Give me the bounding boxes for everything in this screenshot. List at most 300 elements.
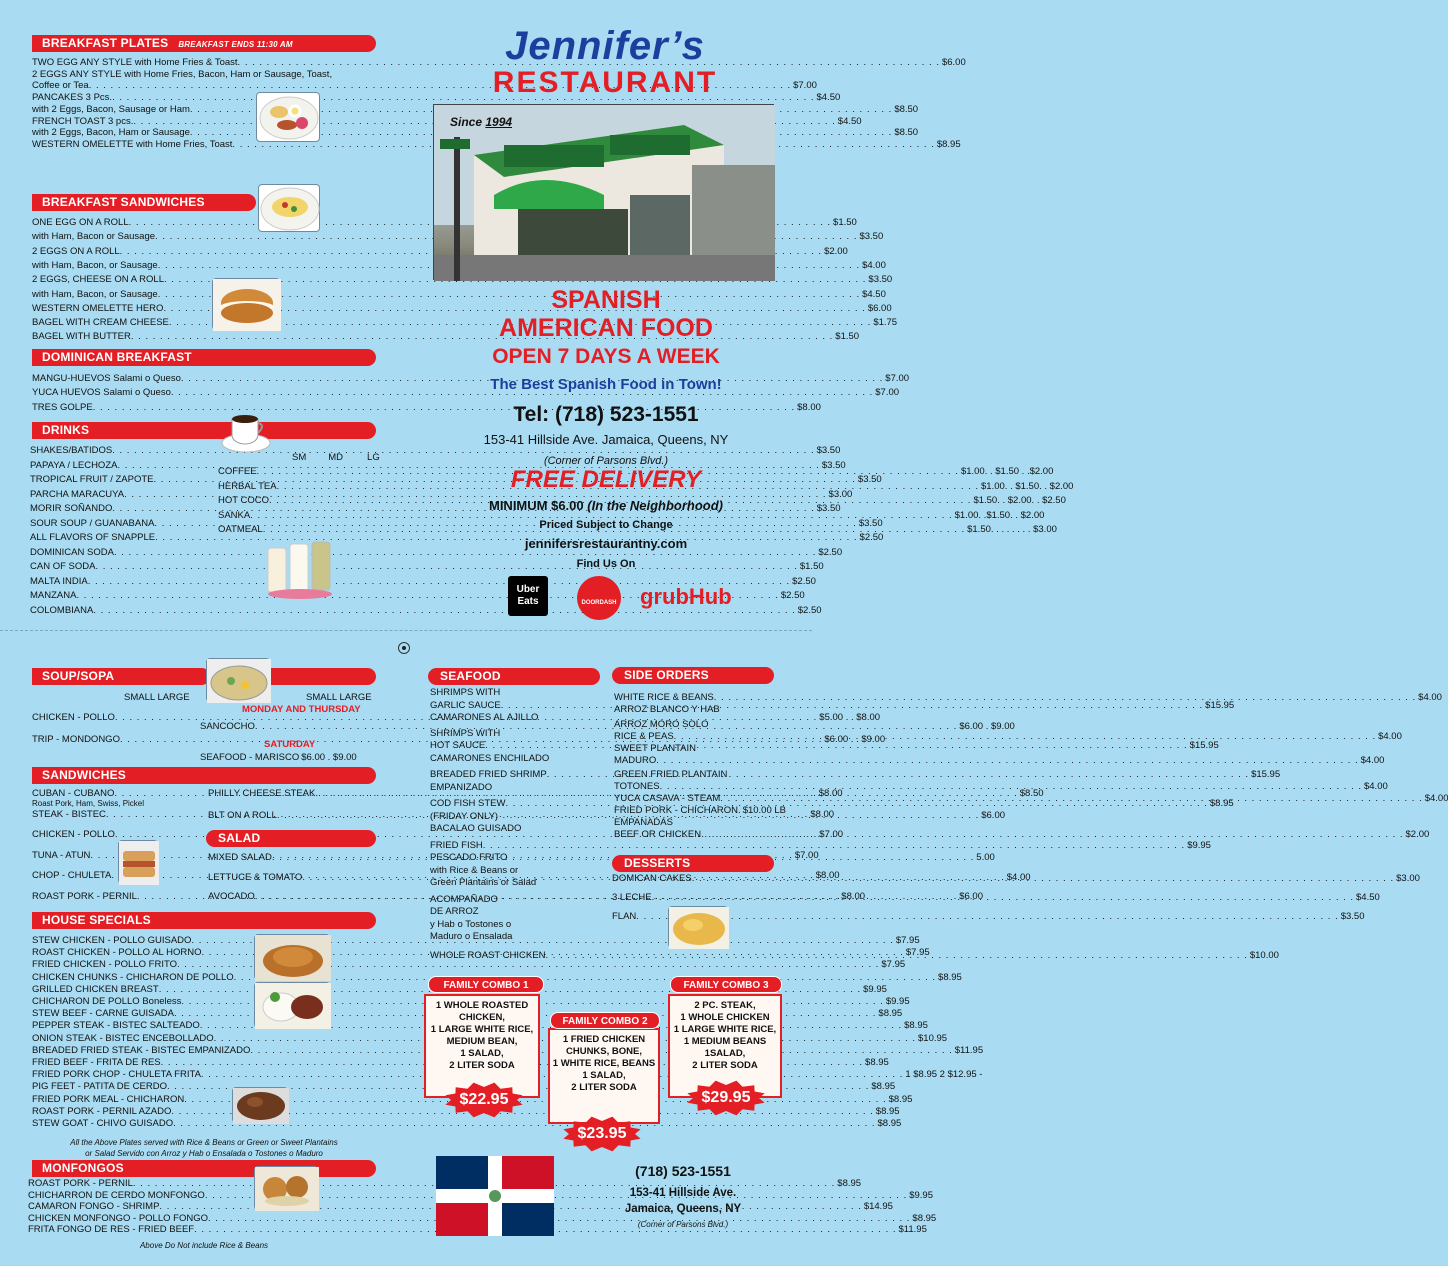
menu-item-row	[30, 532, 884, 543]
item-name: BEEF OR CHICKEN	[614, 828, 702, 840]
roast-chicken-photo	[254, 934, 330, 980]
spanish-heading: SPANISH	[551, 286, 661, 314]
item-price: $4.00	[1363, 781, 1388, 793]
item-name: DOMINICAN SODA	[30, 546, 114, 558]
menu-item-row	[32, 245, 848, 257]
item-price: 5.00	[976, 852, 995, 863]
item-name: ALL FLAVORS OF SNAPPLE	[30, 532, 156, 543]
item-name: TROPICAL FRUIT / ZAPOTE	[30, 474, 154, 485]
menu-item-row	[614, 719, 772, 730]
item-price: $2.50	[780, 590, 805, 601]
item-price: $7.00	[819, 829, 844, 840]
section-title: HOUSE SPECIALS	[42, 913, 151, 927]
family-combo-title: FAMILY COMBO 3	[670, 976, 782, 993]
item-name: BAGEL WITH CREAM CHEESE	[32, 317, 169, 329]
item-name: SOUR SOUP / GUANABANA	[30, 517, 155, 529]
item-price: $8.95	[871, 1081, 896, 1093]
item-price: $4.00	[1006, 871, 1031, 883]
grubhub-logo[interactable]	[640, 584, 732, 610]
ubereats-text: Uber Eats	[516, 584, 540, 607]
item-name: CHOP - CHULETA	[32, 870, 112, 881]
minimum-amount: MINIMUM $6.00	[488, 498, 584, 513]
menu-item-row	[218, 480, 1074, 492]
restaurant-subtitle: RESTAURANT	[492, 66, 718, 99]
item-name: OATMEAL	[218, 524, 263, 535]
ubereats-logo[interactable]	[508, 576, 548, 616]
menu-item-row	[32, 80, 817, 92]
item-name: CHICHARRON DE CERDO MONFONGO	[28, 1189, 205, 1201]
item-name: CHICKEN - POLLO	[32, 829, 115, 840]
item-price: $14.95	[863, 1201, 893, 1213]
section-title: SOUP/SOPA	[42, 669, 115, 683]
menu-item-row	[430, 906, 596, 917]
breakfast-note: BREAKFAST ENDS 11:30 AM	[178, 40, 293, 49]
item-name: BREADED FRIED STEAK - BISTEC EMPANIZADO	[32, 1044, 251, 1056]
item-price: $6.00	[959, 891, 983, 902]
item-name: MALTA INDIA	[30, 575, 88, 587]
soup-size-labels-right: SMALL LARGE	[306, 692, 372, 703]
combo-line: 1 WHOLE CHICKEN	[680, 1012, 770, 1023]
menu-item-row	[32, 274, 893, 286]
item-price: $1.50. . $2.00. . $2.50	[973, 495, 1066, 506]
item-name: BACALAO GUISADO	[430, 823, 522, 834]
item-price: $7.95	[895, 935, 920, 946]
item-price: $15.95	[1189, 740, 1219, 751]
item-name: SHRIMPS WITH	[430, 727, 501, 739]
menu-item-row	[30, 590, 805, 601]
soup-size-labels-left: SMALL LARGE	[124, 692, 190, 703]
item-name: FRIED PORK MEAL - CHICHARON	[32, 1093, 185, 1105]
item-name: with Ham, Bacon, or Sausage	[32, 288, 158, 300]
item-name: with Ham, Bacon, or Sausage	[32, 259, 158, 271]
item-name: WESTERN OMELETTE HERO	[32, 302, 164, 314]
item-price: $8.95	[1209, 798, 1234, 809]
menu-item-row	[614, 692, 1442, 703]
combo-line: MEDIUM BEAN,	[446, 1036, 518, 1047]
item-price: $8.95	[875, 1105, 900, 1117]
item-price: $9.95	[1187, 839, 1211, 851]
item-name: ROAST PORK - PERNIL	[32, 890, 137, 902]
menu-item-row	[32, 401, 821, 413]
combo-price: $22.95	[459, 1091, 509, 1108]
section-title: MONFONGOS	[42, 1161, 124, 1175]
section-header-house-specials	[32, 912, 376, 929]
item-price: $7.00	[885, 373, 910, 384]
item-name: ROAST PORK - PERNIL	[28, 1178, 133, 1189]
item-name: ROAST PORK - PERNIL AZADO	[32, 1105, 172, 1117]
item-name: with Ham, Bacon or Sausage	[32, 231, 156, 243]
item-price: $10.95	[918, 1032, 948, 1044]
item-name: COD FISH STEW	[430, 798, 506, 809]
item-name: EMPANIZADO	[430, 781, 493, 793]
menu-item-row	[614, 805, 787, 817]
soup-header-extension	[262, 668, 376, 685]
item-price: $2.00	[1405, 828, 1430, 840]
family-combo-title: FAMILY COMBO 2	[550, 1012, 660, 1029]
section-header-breakfast-plates	[32, 35, 376, 52]
item-name: WHITE RICE & BEANS	[614, 692, 714, 703]
section-header-soup	[32, 668, 210, 685]
menu-item-row	[30, 546, 843, 558]
item-name: TRIP - MONDONGO	[32, 734, 120, 745]
item-name: CHICHARON DE POLLO Boneless	[32, 996, 182, 1007]
combo-line: 2 LITER SODA	[571, 1082, 637, 1093]
item-price: $8.95	[865, 1057, 889, 1068]
corner-note: (Corner of Parsons Blvd.)	[543, 455, 669, 467]
free-delivery: FREE DELIVERY	[510, 466, 702, 493]
menu-item-row	[30, 575, 816, 587]
combo-line: CHUNKS, BONE,	[565, 1046, 642, 1057]
item-name: PANCAKES 3 Pcs.	[32, 92, 113, 104]
item-name: COLOMBIANA	[30, 604, 94, 616]
website-link[interactable]: jennifersrestaurantny.com	[524, 536, 688, 551]
item-price: $2.50	[797, 604, 822, 616]
combo-price-burst	[444, 1082, 524, 1118]
item-price: $8.00	[815, 870, 840, 881]
item-name: ROAST CHICKEN - POLLO AL HORNO	[32, 947, 202, 959]
menu-item-row	[32, 1118, 902, 1129]
item-price: $4.00	[1360, 754, 1385, 766]
item-name: ARROZ BLANCO Y HAB	[614, 703, 720, 715]
item-price: $3.50	[821, 459, 846, 471]
menu-item-row	[614, 743, 772, 754]
item-price: $1.00. . $1.50. . $2.00	[981, 480, 1074, 492]
item-price: $6.00	[867, 302, 892, 314]
menu-item-row	[32, 373, 910, 384]
item-price: $1.50	[833, 217, 857, 228]
item-name: (FRIDAY ONLY)	[430, 810, 499, 822]
item-name: CAN OF SODA	[30, 561, 96, 572]
find-us-label: Find Us On	[576, 558, 636, 570]
item-name: Coffee or Tea	[32, 80, 89, 92]
combo-line: CHICKEN,	[459, 1012, 505, 1023]
menu-item-row	[430, 687, 596, 698]
item-price: $1.75	[873, 317, 898, 329]
item-name: STEW GOAT - CHIVO GUISADO	[32, 1118, 174, 1129]
doordash-logo[interactable]	[577, 576, 621, 620]
open-days-heading: OPEN 7 DAYS A WEEK	[492, 345, 720, 368]
item-name: CAMARON FONGO - SHRIMP	[28, 1201, 160, 1213]
monday-thursday-label: MONDAY AND THURSDAY	[242, 704, 361, 715]
item-name: HOT SAUCE	[430, 740, 486, 751]
item-name: PARCHA MARACUYA	[30, 488, 125, 500]
combo-line: 1 WHOLE ROASTED	[435, 1000, 529, 1011]
item-price: 1 $8.95 2 $12.95 -	[905, 1069, 983, 1081]
item-name: DOMICAN CAKES	[612, 873, 692, 884]
item-name: HERBAL TEA	[218, 480, 277, 492]
price-note: Priced Subject to Change	[539, 519, 673, 531]
item-name: ONION STEAK - BISTEC ENCEBOLLADO	[32, 1032, 214, 1044]
item-price: $8.00	[818, 788, 843, 799]
item-price: $2.50	[818, 546, 843, 558]
dominican-flag-icon	[436, 1156, 554, 1236]
phone-number[interactable]: Tel: (718) 523-1551	[513, 403, 699, 426]
section-header-side-orders	[612, 667, 774, 684]
rice-beans-photo	[254, 982, 330, 1028]
item-name: FRIED PORK - CHICHARON.	[614, 805, 741, 817]
item-name: MIXED SALAD	[208, 852, 272, 863]
item-name: CAMARONES ENCHILADO	[430, 752, 550, 764]
item-name: CUBAN - CUBANO	[32, 788, 115, 799]
item-name: YUCA HUEVOS Salami o Queso	[32, 387, 171, 399]
item-name: FRENCH TOAST 3 pcs.	[32, 115, 134, 127]
item-name: WESTERN OMELETTE with Home Fries, Toast	[32, 138, 233, 150]
item-name: FLAN	[612, 911, 637, 922]
since-year: 1994	[485, 115, 513, 129]
item-price: $10.00 LB	[742, 805, 787, 817]
item-name: with Rice & Beans or	[430, 864, 519, 876]
menu-item-row	[32, 387, 900, 399]
item-price: $7.95	[881, 959, 906, 971]
item-name: PESCADO FRITO	[430, 852, 508, 863]
combo-line: 1 WHITE RICE, BEANS	[552, 1058, 656, 1069]
item-price: $6.00	[941, 57, 966, 68]
house-note-2: or Salad Servido con Arroz y Hab o Ensalada o Tostones o Maduro	[85, 1149, 323, 1158]
item-price: $3.00	[828, 488, 853, 500]
size-md: MD	[328, 452, 344, 463]
item-price: $1.50	[835, 331, 860, 343]
item-name: BLT ON A ROLL	[208, 810, 277, 821]
cuban-note: Roast Pork, Ham, Swiss, Pickel	[32, 799, 145, 808]
section-title: BREAKFAST PLATES	[42, 36, 169, 50]
combo-line: 1 LARGE WHITE RICE,	[673, 1024, 777, 1035]
menu-item-row	[430, 839, 1211, 851]
item-price: $8.95	[938, 971, 962, 983]
item-name: LETTUCE & TOMATO	[208, 871, 303, 883]
footer-phone[interactable]: (718) 523-1551	[635, 1163, 731, 1179]
menu-item-row	[32, 1105, 900, 1117]
item-price: $2.00	[824, 245, 848, 257]
item-name: y Hab o Tostones o	[430, 918, 512, 930]
item-price: $1.50	[799, 561, 824, 572]
menu-item-row	[218, 509, 1045, 521]
size-lg: LG	[367, 452, 380, 463]
menu-item-row	[28, 1212, 937, 1224]
menu-item-row	[32, 57, 966, 68]
menu-item-row	[30, 445, 841, 456]
combo-line: 2 PC. STEAK,	[694, 1000, 756, 1011]
item-price: $7.00	[793, 80, 817, 92]
item-name: SHRIMPS WITH	[430, 687, 501, 698]
item-price: $3.50	[859, 231, 884, 243]
combo-line: 2 LITER SODA	[692, 1060, 758, 1071]
section-header-dominican-breakfast	[32, 349, 376, 366]
sandwich-photo	[118, 840, 158, 884]
item-price: $4.50	[862, 288, 886, 300]
item-price: $8.50	[894, 127, 919, 139]
item-name: SEAFOOD - MARISCO	[200, 752, 300, 763]
item-price: $4.00	[862, 259, 886, 271]
item-name: GREEN FRIED PLANTAIN	[614, 769, 728, 781]
menu-item-row	[430, 811, 596, 822]
menu-item-row	[30, 604, 822, 616]
item-name: COFFEE	[218, 466, 257, 477]
item-name: PIG FEET - PATITA DE CERDO	[32, 1081, 167, 1093]
item-name: GARLIC SAUCE	[430, 699, 501, 711]
item-price: $10.00	[1249, 949, 1279, 961]
combo-line: 1 MEDIUM BEANS	[683, 1036, 767, 1047]
menu-item-row	[614, 754, 1385, 766]
item-price: $2.50	[859, 532, 884, 543]
item-price: $1.00. . $1.50 . .$2.00	[960, 466, 1054, 477]
section-header-drinks	[32, 422, 238, 439]
item-price: $3.50	[868, 274, 893, 286]
menu-item-row	[430, 712, 596, 723]
menu-item-row	[218, 466, 1054, 477]
combo-price-burst	[686, 1080, 766, 1116]
coffee-cup-photo	[220, 405, 272, 455]
soup-photo	[206, 658, 270, 702]
item-name: ACOMPAÑADO	[430, 893, 498, 905]
item-price: $8.95	[878, 1008, 903, 1020]
item-price: $4.50	[816, 92, 841, 104]
item-name: CHICKEN - POLLO	[32, 712, 115, 723]
item-price: $3.50	[857, 474, 882, 485]
item-name: FRIED PORK CHOP - CHULETA FRITA	[32, 1069, 201, 1081]
item-name: with 2 Eggs, Bacon, Ham or Sausage	[32, 127, 190, 139]
menu-item-row	[430, 823, 596, 834]
fold-marker-icon	[398, 642, 410, 654]
combo-price: $23.95	[577, 1125, 627, 1142]
item-name: FRITA FONGO DE RES - FRIED BEEF	[28, 1224, 195, 1236]
combo-line: 1 LARGE WHITE RICE,	[430, 1024, 534, 1035]
since-label	[450, 115, 512, 129]
item-price: $8.95	[912, 1212, 937, 1224]
item-price: $3.50	[1340, 911, 1365, 922]
item-name: MANGU-HUEVOS Salami o Queso	[32, 373, 181, 384]
section-header-desserts	[612, 855, 774, 872]
item-price: $3.50	[816, 503, 841, 514]
item-name: AVOCADO	[208, 891, 255, 902]
section-title: SALAD	[218, 831, 261, 845]
combo-line: 1 FRIED CHICKEN	[562, 1034, 646, 1045]
item-price: $3.50	[816, 445, 841, 456]
section-header-seafood	[428, 668, 600, 685]
item-name: STEW CHICKEN - POLLO GUISADO	[32, 935, 192, 946]
item-name: YUCA CASAVA - STEAM	[614, 793, 721, 805]
item-price: $9.95	[863, 983, 887, 995]
item-price: $8.00	[797, 401, 821, 413]
item-name: MORIR SOÑANDO	[30, 503, 113, 514]
item-name: 2 EGGS ON A ROLL	[32, 245, 120, 257]
item-name: 2 EGGS ANY STYLE with Home Fries, Bacon, Ham or Sausage, Toast,	[32, 68, 333, 80]
address: 153-41 Hillside Ave. Jamaica, Queens, NY	[483, 432, 729, 447]
item-name: STEW BEEF - CARNE GUISADA	[32, 1008, 174, 1020]
plantain-photo	[668, 906, 728, 948]
item-name: 2 EGGS, CHEESE ON A ROLL	[32, 274, 164, 286]
item-price: $5.00 . . $8.00	[819, 712, 881, 723]
combo-line: 1SALAD,	[704, 1048, 746, 1059]
item-price: $8.50	[1019, 788, 1044, 799]
combo-line: 1 SALAD,	[460, 1048, 504, 1059]
item-name: HOT COCO	[218, 495, 270, 506]
item-price: $4.00	[1424, 793, 1448, 805]
family-combo-box	[548, 1028, 660, 1124]
item-price: $9.95	[909, 1189, 933, 1201]
section-header-monfongos	[32, 1160, 376, 1177]
item-price: $11.95	[954, 1044, 984, 1056]
item-name: SANCOCHO	[200, 721, 255, 732]
minimum-order	[430, 498, 782, 514]
item-price: $3.50	[858, 517, 883, 529]
shakes-photo	[262, 538, 338, 600]
item-name: PAPAYA / LECHOZA	[30, 459, 118, 471]
item-name: BAGEL WITH BUTTER	[32, 331, 131, 343]
item-name: SHAKES/BATIDOS	[30, 445, 113, 456]
item-name: SANKA	[218, 509, 251, 521]
item-name: BREADED FRIED SHRIMP	[430, 769, 547, 780]
item-name: PHILLY CHEESE STEAK	[208, 788, 316, 799]
item-price: $8.00	[810, 808, 835, 820]
combo-price: $29.95	[701, 1089, 751, 1106]
bagel-photo	[212, 278, 280, 330]
seafood-soup-row	[200, 752, 376, 763]
item-name: FRIED CHICKEN - POLLO FRITO	[32, 959, 177, 971]
item-price: $1.50. . . . . . . . $3.00	[967, 524, 1057, 535]
menu-item-row	[30, 488, 853, 500]
combo-line: 1 SALAD,	[582, 1070, 626, 1081]
menu-item-row	[430, 931, 596, 942]
section-title: SIDE ORDERS	[624, 668, 709, 682]
item-price: $8.95	[888, 1093, 913, 1105]
item-price: $4.50	[837, 115, 862, 127]
size-sm: SM	[292, 452, 307, 463]
menu-item-row	[430, 728, 596, 739]
item-price: $8.95	[936, 138, 961, 150]
item-price: $6.00 . $9.00	[301, 752, 357, 763]
grubhub-text: grubHub	[640, 584, 732, 609]
since-text: Since	[450, 115, 483, 129]
item-price: $8.95	[904, 1020, 928, 1032]
footer-address-1: 153-41 Hillside Ave.	[629, 1187, 737, 1199]
menu-item-row	[614, 781, 1388, 793]
menu-item-row	[32, 331, 860, 343]
item-price: $15.95	[1251, 769, 1281, 780]
item-name: Green Plantains or Salad	[430, 877, 537, 888]
omelette-photo	[258, 184, 320, 232]
item-name: EMPANADAS	[614, 817, 673, 828]
menu-item-row	[430, 852, 596, 863]
item-name: PEPPER STEAK - BISTEC SALTEADO	[32, 1020, 200, 1032]
section-title: DESSERTS	[624, 856, 691, 870]
section-title: SANDWICHES	[42, 768, 127, 782]
item-price: $15.95	[1205, 699, 1235, 711]
menu-item-row	[430, 877, 596, 888]
family-combo-title: FAMILY COMBO 1	[428, 976, 544, 993]
item-name: CHICKEN MONFONGO - POLLO FONGO	[28, 1212, 208, 1224]
item-name: TRES GOLPE	[32, 401, 93, 413]
minimum-note: (In the Neighborhood)	[587, 498, 724, 513]
item-price: $4.00	[1378, 730, 1402, 742]
item-name: SWEET PLANTAIN	[614, 742, 696, 754]
doordash-text: DOORDASH	[581, 600, 617, 606]
item-price: $7.00	[794, 849, 819, 861]
hot-drink-sizes	[292, 452, 392, 463]
footer-address-2: Jamaica, Queens, NY	[624, 1203, 742, 1215]
section-header-salad	[206, 830, 376, 847]
item-price: $9.95	[885, 996, 910, 1007]
item-price: $8.95	[837, 1178, 862, 1189]
section-header-sandwiches	[32, 767, 376, 784]
item-price: $8.00	[841, 890, 866, 902]
item-price: $3.00	[1396, 873, 1420, 884]
item-price: $8.50	[894, 103, 919, 115]
storefront-photo	[433, 104, 774, 280]
item-name: ONE EGG ON A ROLL	[32, 217, 129, 228]
item-price: $6.00	[981, 810, 1006, 821]
item-price: $6.00 . $9.00	[959, 721, 1015, 732]
menu-item-row	[430, 919, 596, 930]
